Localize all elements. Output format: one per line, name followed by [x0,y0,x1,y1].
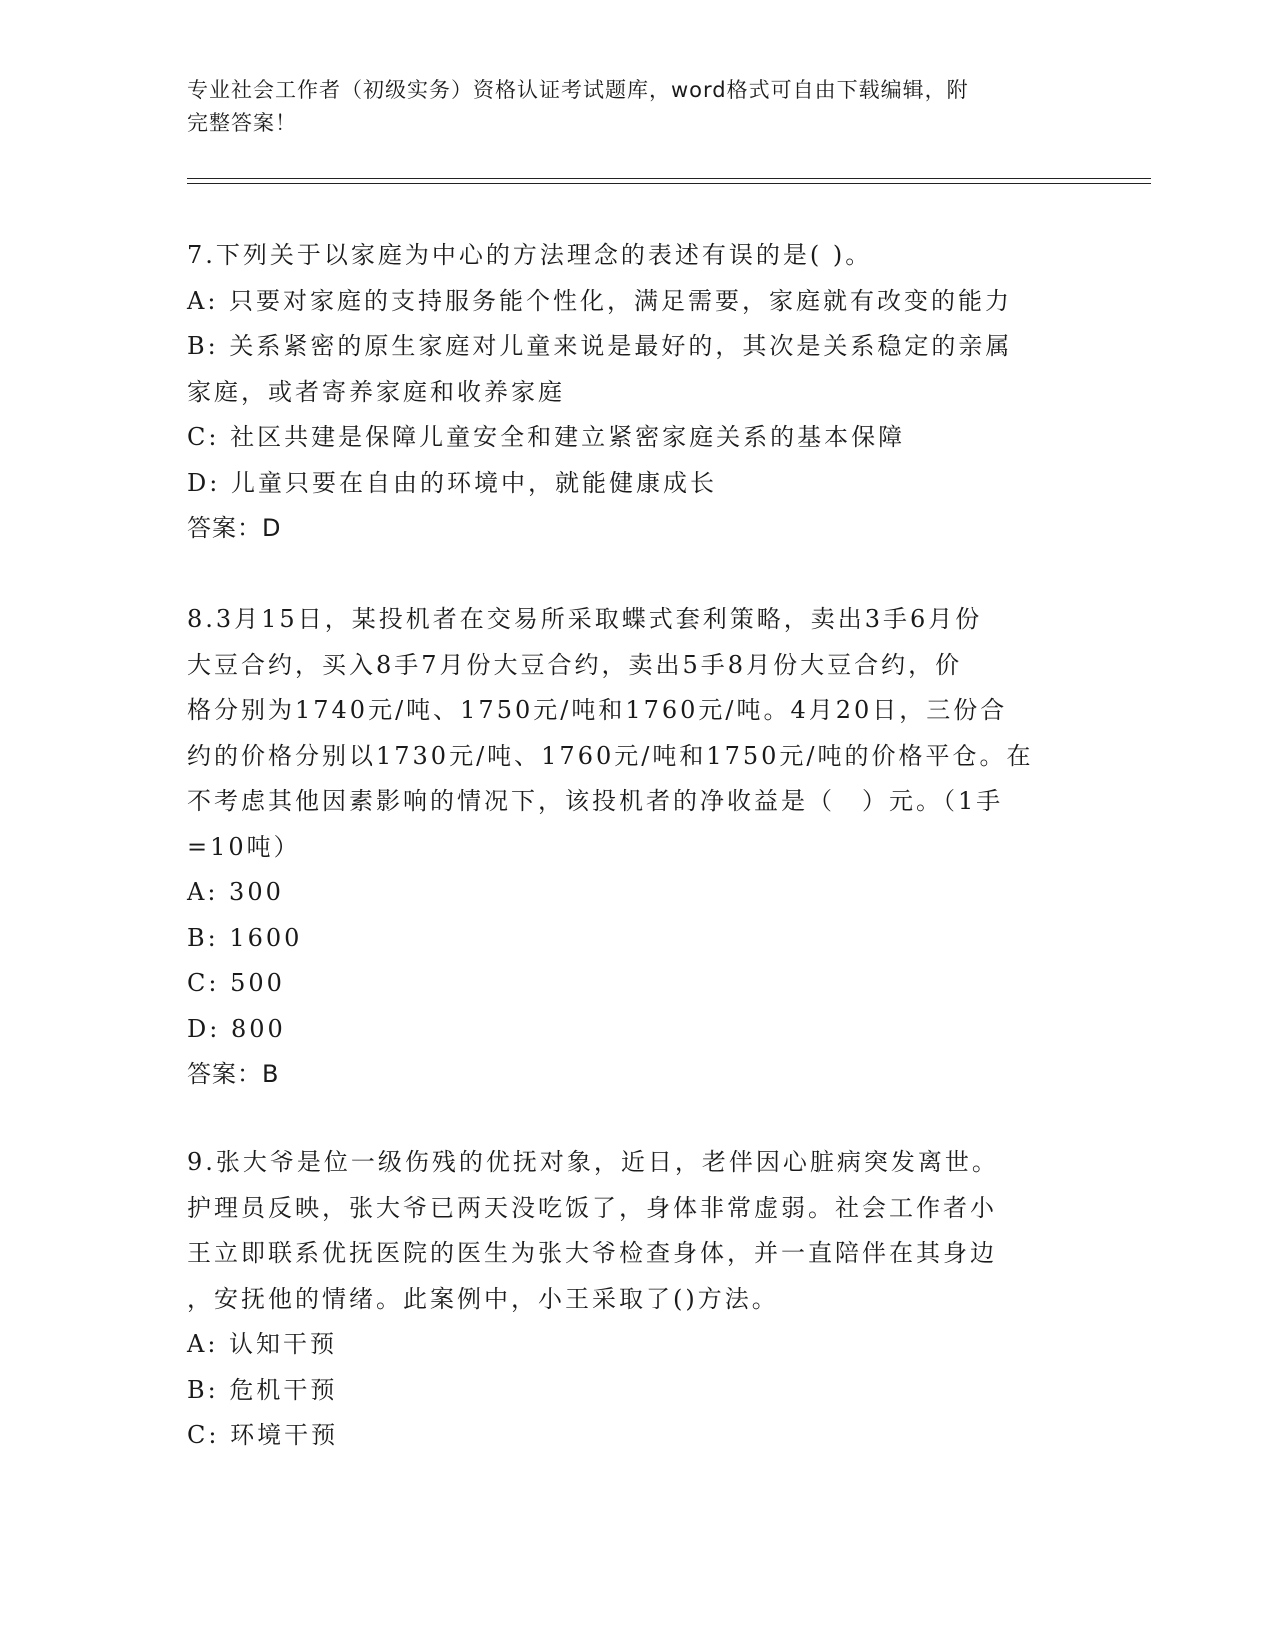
question-9 [187,1140,1087,1459]
question-stem-line-2: 护理员反映，张大爷已两天没吃饭了，身体非常虚弱。社会工作者小 [187,1193,997,1222]
option-d: D: 800 [187,1014,286,1043]
option-a: A: 只要对家庭的支持服务能个性化，满足需要，家庭就有改变的能力 [187,286,1013,315]
question-stem-line-6: =10吨） [187,832,301,861]
question-stem-line-5: 不考虑其他因素影响的情况下，该投机者的净收益是（ ）元。（1手 [187,787,1004,815]
question-stem-line-4: 约的价格分别以1730元/吨、1760元/吨和1750元/吨的价格平仓。在 [187,741,1034,770]
header-divider-bottom [187,183,1151,184]
question-stem-line-4: ，安抚他的情绪。此案例中，小王采取了()方法。 [187,1284,779,1313]
answer-line: 答案：B [187,1060,280,1088]
option-c: C: 社区共建是保障儿童安全和建立紧密家庭关系的基本保障 [187,423,906,451]
option-b: B: 1600 [187,923,303,952]
option-b-continued: 家庭，或者寄养家庭和收养家庭 [187,377,565,406]
question-8 [187,597,1087,1098]
document-header [187,74,1087,140]
question-stem-line-2: 大豆合约，买入8手7月份大豆合约，卖出5手8月份大豆合约，价 [187,650,963,679]
option-c: C: 500 [187,969,285,997]
question-stem-line-1: 8.3月15日，某投机者在交易所采取蝶式套利策略，卖出3手6月份 [187,605,983,633]
option-b: B: 危机干预 [187,1375,338,1404]
header-line-2: 完整答案！ [187,111,297,135]
option-d: D: 儿童只要在自由的环境中，就能健康成长 [187,468,717,497]
question-7 [187,233,1087,552]
option-a: A: 认知干预 [187,1330,338,1358]
option-c: C: 环境干预 [187,1421,339,1449]
question-stem: 7.下列关于以家庭为中心的方法理念的表述有误的是( )。 [187,241,873,269]
answer-line: 答案：D [187,514,282,542]
header-line-1: 专业社会工作者（初级实务）资格认证考试题库，word格式可自由下载编辑，附 [187,78,969,102]
header-divider-top [187,178,1151,179]
option-a: A: 300 [187,878,284,906]
option-b: B: 关系紧密的原生家庭对儿童来说是最好的，其次是关系稳定的亲属 [187,332,1013,360]
question-stem-line-1: 9.张大爷是位一级伤残的优抚对象，近日，老伴因心脏病突发离世。 [187,1148,999,1176]
question-stem-line-3: 格分别为1740元/吨、1750元/吨和1760元/吨。4月20日，三份合 [187,696,1008,724]
question-stem-line-3: 王立即联系优抚医院的医生为张大爷检查身体，并一直陪伴在其身边 [187,1239,997,1267]
